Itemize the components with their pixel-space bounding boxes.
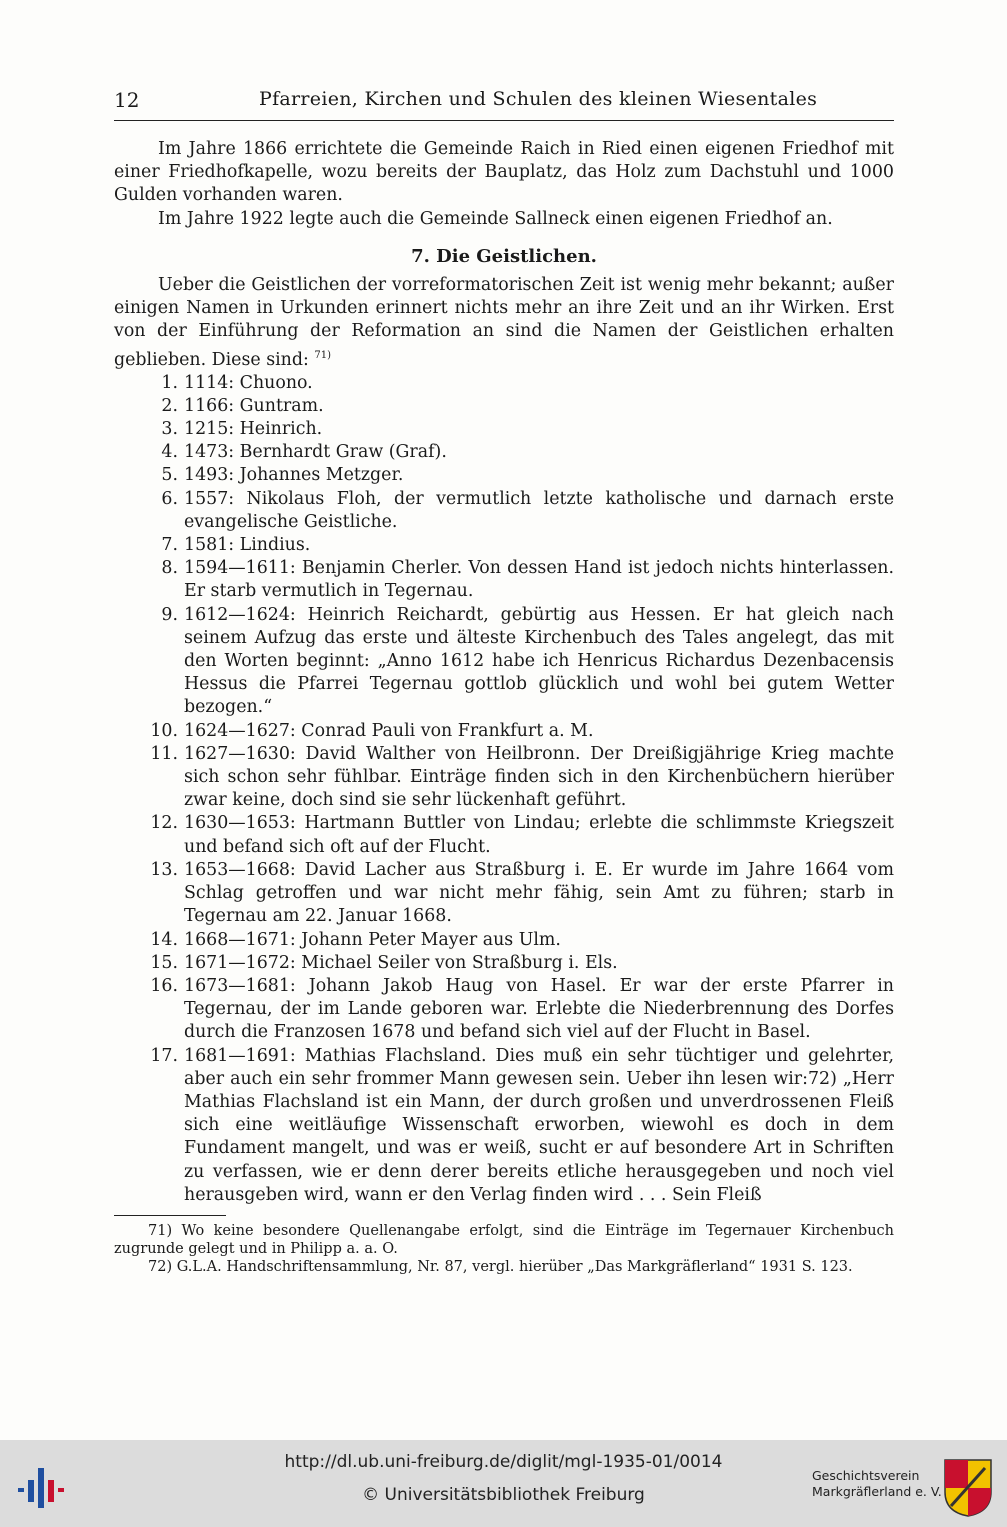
body-text	[114, 138, 894, 1207]
viewer-footer	[0, 1440, 1007, 1527]
list-number: 6.	[161, 488, 178, 509]
footnote-ref: 71)	[314, 349, 332, 361]
list-item	[114, 812, 894, 858]
list-item	[114, 859, 894, 929]
list-item	[114, 464, 894, 487]
running-header	[114, 86, 894, 118]
list-text: 1493: Johannes Metzger.	[184, 465, 404, 486]
list-item	[114, 720, 894, 743]
list-text: 1215: Heinrich.	[184, 419, 323, 440]
paragraph: Im Jahre 1866 errichtete die Gemeinde Raich in Ried einen eigenen Friedhof mit einer Friedhofkapelle, wozu bereits der Bauplatz, das Holz zum Dachstuhl und 1000 Gulden vorhanden waren.	[114, 139, 894, 206]
list-number: 13.	[150, 859, 178, 880]
section-intro	[114, 274, 894, 372]
society-line2: Markgräflerland e. V.	[812, 1484, 942, 1499]
list-number: 17.	[150, 1045, 178, 1066]
list-number: 1.	[161, 372, 178, 393]
list-text: 1668—1671: Johann Peter Mayer aus Ulm.	[184, 929, 561, 950]
section-heading: 7. Die Geistlichen.	[411, 245, 597, 267]
footnotes	[114, 1222, 894, 1276]
document-url-link[interactable]: http://dl.ub.uni-freiburg.de/diglit/mgl-1935-01/0014	[284, 1452, 723, 1472]
list-number: 4.	[161, 442, 178, 463]
list-text: 1671—1672: Michael Seiler von Straßburg i. Els.	[184, 952, 618, 973]
list-text: 1166: Guntram.	[184, 395, 324, 416]
list-text: 1624—1627: Conrad Pauli von Frankfurt a. M.	[184, 720, 594, 741]
list-text: 1627—1630: David Walther von Heilbronn. Der Dreißigjährige Krieg machte sich schon sehr fühlbar. Einträge finden sich in den Kirchenbüchern hierüber zwar keine, doch sind sie sehr lückenhaft geführt.	[184, 743, 894, 811]
footnote: 71) Wo keine besondere Quellenangabe erfolgt, sind die Einträge im Tegernauer Kirchenbuch zugrunde gelegt und in Philipp a. a. O.	[114, 1223, 894, 1257]
society-line1: Geschichtsverein	[812, 1468, 920, 1483]
list-number: 14.	[150, 929, 178, 950]
list-text: 1630—1653: Hartmann Buttler von Lindau; erlebte die schlimmste Kriegszeit und befand sich oft auf der Flucht.	[184, 813, 894, 857]
list-number: 15.	[150, 952, 178, 973]
list-item	[114, 952, 894, 975]
paragraph: Im Jahre 1922 legte auch die Gemeinde Sallneck einen eigenen Friedhof an.	[158, 208, 833, 229]
list-item	[114, 488, 894, 534]
page-number: 12	[114, 88, 140, 112]
list-item	[114, 418, 894, 441]
list-number: 2.	[161, 395, 178, 416]
list-number: 11.	[150, 743, 178, 764]
list-text: 1557: Nikolaus Floh, der vermutlich letzte katholische und darnach erste evangelische Geistliche.	[184, 488, 894, 532]
list-item	[114, 743, 894, 813]
list-text: 1581: Lindius.	[184, 535, 311, 556]
list-number: 10.	[150, 720, 178, 741]
list-text: 1673—1681: Johann Jakob Haug von Hasel. Er war der erste Pfarrer in Tegernau, der im Lande geboren war. Erlebte die Niederbrennung des Dorfes durch die Franzosen 1678 und befand sich viel auf der Flucht in Basel.	[184, 975, 894, 1043]
clergy-list	[114, 372, 894, 1207]
society-label	[812, 1468, 942, 1500]
list-item	[114, 604, 894, 720]
list-item	[114, 1045, 894, 1207]
list-item	[114, 372, 894, 395]
footnote: 72) G.L.A. Handschriftensammlung, Nr. 87, vergl. hierüber „Das Markgräflerland“ 1931 S. 123.	[148, 1259, 853, 1275]
list-number: 3.	[161, 419, 178, 440]
list-text: 1612—1624: Heinrich Reichardt, gebürtig aus Hessen. Er hat gleich nach seinem Aufzug das erste und älteste Kirchenbuch des Tales angelegt, das mit den Worten beginnt: „Anno 1612 habe ich Henricus Richardus Dezenbacensis Hessus die Pfarrei Tegernau gottlob glücklich und wohl bei gutem Wetter bezogen.“	[184, 604, 894, 718]
list-number: 9.	[161, 604, 178, 625]
list-text: 1473: Bernhardt Graw (Graf).	[184, 442, 447, 463]
list-item	[114, 975, 894, 1045]
coat-of-arms-icon	[943, 1458, 993, 1518]
list-number: 8.	[161, 558, 178, 579]
list-number: 7.	[161, 535, 178, 556]
list-item	[114, 557, 894, 603]
list-item	[114, 534, 894, 557]
list-text: 1594—1611: Benjamin Cherler. Von dessen Hand ist jedoch nichts hinterlassen. Er starb vermutlich in Tegernau.	[184, 558, 894, 602]
running-title: Pfarreien, Kirchen und Schulen des kleinen Wiesentales	[259, 88, 818, 110]
list-item	[114, 395, 894, 418]
list-text: 1681—1691: Mathias Flachsland. Dies muß ein sehr tüchtiger und gelehrter, aber auch ein sehr frommer Mann gewesen sein. Ueber ihn lesen wir:72) „Herr Mathias Flachsland ist ein Mann, der durch großen und unverdrossenen Fleiß sich eine weitläufige Wissenschaft erworben, wiewohl es doch in dem Fundament mangelt, und was er weiß, sucht er auf besondere Art in Schriften zu verfassen, wie er denn derer bereits etliche herausgegeben und noch viel herausgeben wird, wann er den Verlag finden wird . . . Sein Fleiß	[184, 1045, 894, 1205]
list-text: 1114: Chuono.	[184, 372, 313, 393]
list-text: 1653—1668: David Lacher aus Straßburg i. E. Er wurde im Jahre 1664 vom Schlag getroffen und war nicht mehr fähig, sein Amt zu führen; starb in Tegernau am 22. Januar 1668.	[184, 859, 894, 927]
list-number: 16.	[150, 975, 178, 996]
list-number: 5.	[161, 465, 178, 486]
footnote-rule	[114, 1215, 226, 1216]
list-item	[114, 441, 894, 464]
list-item	[114, 929, 894, 952]
copyright-notice: © Universitätsbibliothek Freiburg	[362, 1485, 645, 1505]
list-number: 12.	[150, 813, 178, 834]
section-intro-text: Ueber die Geistlichen der vorreformatorischen Zeit ist wenig mehr bekannt; außer einigen Namen in Urkunden erinnert nichts mehr an ihre Zeit und an ihr Wirken. Erst von der Einführung der Reformation an sind die Namen der Geistlichen erhalten geblieben. Diese sind:	[114, 275, 894, 370]
header-rule	[114, 120, 894, 121]
